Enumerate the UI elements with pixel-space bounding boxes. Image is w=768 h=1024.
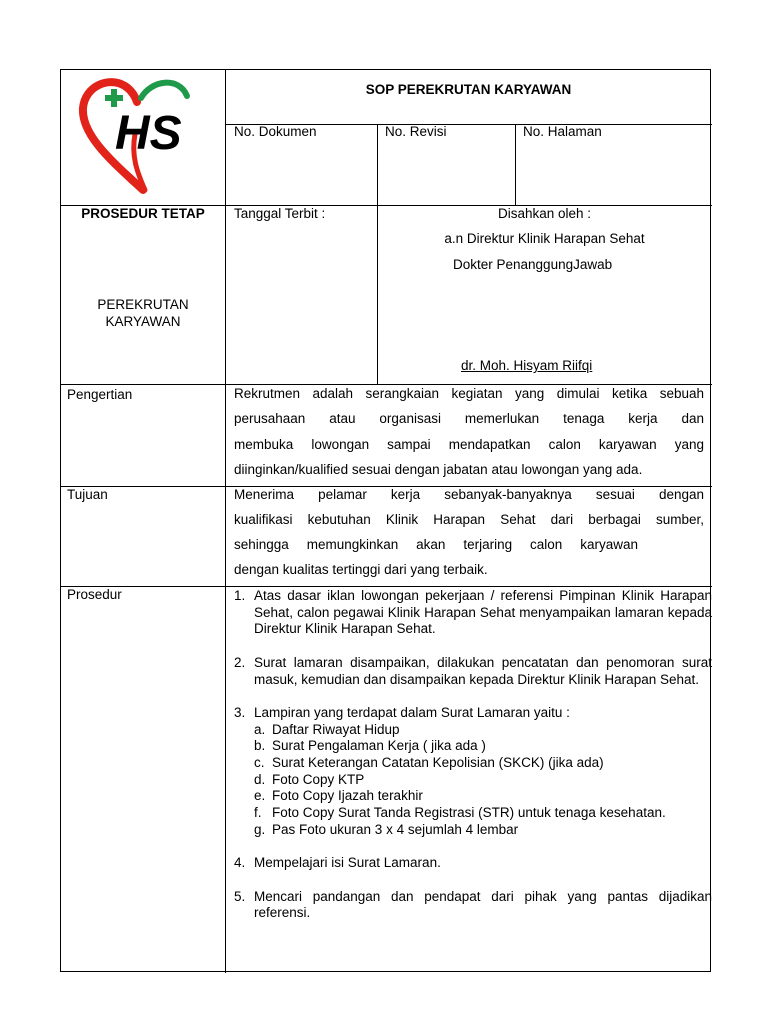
- column-divider: [515, 124, 516, 205]
- prosedur-item: [234, 655, 712, 688]
- no-halaman-label: No. Halaman: [523, 124, 602, 139]
- item-text: Atas dasar iklan lowongan pekerjaan / referensi Pimpinan Klinik Harapan Sehat, calon pegawai Klinik Harapan Sehat menyampaikan lamaran kepada Direktur Klinik Harapan Sehat.: [254, 588, 712, 637]
- prosedur-item: [234, 889, 712, 922]
- lampiran-list: [254, 722, 712, 839]
- lampiran-item: [254, 772, 712, 789]
- sub-text: Pas Foto ukuran 3 x 4 sejumlah 4 lembar: [272, 821, 519, 837]
- sub-text: Surat Keterangan Catatan Kepolisian (SKCK) (jika ada): [272, 755, 604, 770]
- column-divider: [377, 124, 378, 205]
- sub-number: e.: [254, 788, 266, 804]
- heart-logo-icon: [75, 72, 210, 200]
- no-revisi-label: No. Revisi: [385, 124, 447, 139]
- lampiran-item: [254, 755, 712, 772]
- lampiran-item: [254, 822, 712, 839]
- no-dokumen-label: No. Dokumen: [234, 124, 317, 139]
- item-number: 5.: [234, 888, 246, 904]
- tujuan-line: kualifikasi kebutuhan Klinik Harapan Sehat dari berbagai sumber,: [234, 512, 704, 527]
- prosedur-item: [234, 855, 712, 872]
- column-divider: [225, 70, 226, 973]
- sub-number: c.: [254, 755, 265, 770]
- sub-number: g.: [254, 821, 266, 837]
- tujuan-line: dengan kualitas tertinggi dari yang terbaik.: [234, 562, 488, 577]
- prosedur-tetap-title: PROSEDUR TETAP: [81, 206, 205, 221]
- prosedur-item: [234, 705, 712, 839]
- subject-title: PEREKRUTAN KARYAWAN: [97, 297, 189, 329]
- sub-text: Foto Copy Ijazah terakhir: [272, 788, 423, 804]
- sub-number: d.: [254, 771, 266, 787]
- item-number: 2.: [234, 654, 246, 670]
- document-title: SOP PEREKRUTAN KARYAWAN: [365, 82, 572, 97]
- item-text: Surat lamaran disampaikan, dilakukan pencatatan dan penomoran surat masuk, kemudian dan disampaikan kepada Direktur Klinik Harapan Sehat.: [254, 654, 712, 687]
- clinic-logo: [75, 72, 210, 200]
- sop-document: [60, 69, 711, 972]
- tanggal-terbit-label: Tanggal Terbit :: [234, 206, 326, 221]
- sub-text: Surat Pengalaman Kerja ( jika ada ): [272, 738, 486, 754]
- sub-number: b.: [254, 738, 266, 754]
- pengertian-line: perusahaan atau organisasi memerlukan tenaga kerja dan: [234, 411, 704, 426]
- sub-text: Foto Copy KTP: [272, 771, 365, 787]
- lampiran-item: [254, 738, 712, 755]
- prosedur-item: [234, 588, 712, 638]
- row-divider: [61, 384, 712, 385]
- tujuan-label: Tujuan: [67, 487, 108, 502]
- signer-name: dr. Moh. Hisyam Riifqi: [461, 358, 593, 373]
- pengertian-line: Rekrutmen adalah serangkaian kegiatan yang dimulai ketika sebuah: [234, 386, 704, 401]
- item-text: Mempelajari isi Surat Lamaran.: [254, 855, 441, 871]
- lampiran-item: [254, 805, 712, 822]
- item-number: 4.: [234, 855, 246, 871]
- lampiran-item: [254, 788, 712, 805]
- disahkan-label: Disahkan oleh :: [497, 206, 592, 221]
- sub-text: Daftar Riwayat Hidup: [272, 721, 400, 737]
- item-text: Mencari pandangan dan pendapat dari pihak yang pantas dijadikan referensi.: [254, 888, 712, 921]
- prosedur-list: [234, 588, 712, 922]
- item-number: 1.: [234, 588, 246, 603]
- sub-number: a.: [254, 721, 266, 737]
- sub-text: Foto Copy Surat Tanda Registrasi (STR) untuk tenaga kesehatan.: [272, 805, 666, 821]
- row-divider: [61, 586, 712, 587]
- pengertian-line: membuka lowongan sampai mendapatkan calon karyawan yang: [234, 437, 704, 452]
- logo-text: HS: [115, 107, 182, 160]
- sub-number: f.: [254, 805, 262, 821]
- pengertian-line: diinginkan/kualified sesuai dengan jabatan atau lowongan yang ada.: [234, 462, 643, 477]
- tujuan-line: Menerima pelamar kerja sebanyak-banyaknya sesuai dengan: [234, 487, 704, 502]
- lampiran-item: [254, 722, 712, 739]
- item-text: Lampiran yang terdapat dalam Surat Lamaran yaitu :: [254, 704, 570, 720]
- pengertian-label: Pengertian: [67, 387, 133, 402]
- role-text: Dokter PenanggungJawab: [453, 257, 613, 272]
- on-behalf-text: a.n Direktur Klinik Harapan Sehat: [444, 231, 645, 246]
- prosedur-label: Prosedur: [67, 587, 122, 602]
- tujuan-line: sehingga memungkinkan akan terjaring calon karyawan: [234, 537, 638, 552]
- item-number: 3.: [234, 704, 246, 720]
